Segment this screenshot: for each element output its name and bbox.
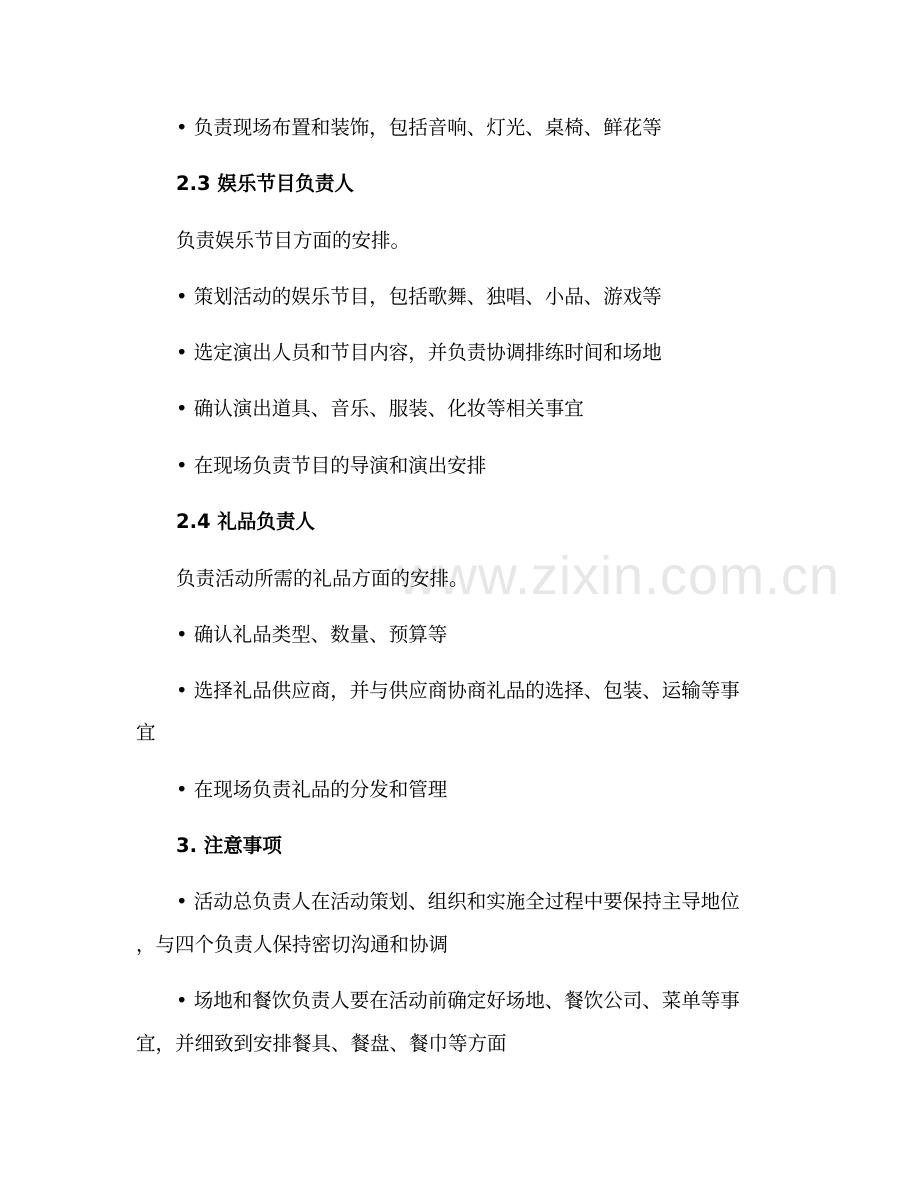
watermark: www.zixin.com.cn — [398, 546, 841, 606]
bullet-onsite-direction: • 在现场负责节目的导演和演出安排 — [176, 454, 487, 477]
section-intro-2-3: 负责娱乐节目方面的安排。 — [176, 229, 411, 252]
bullet-lead-role-continued: ，与四个负责人保持密切沟通和协调 — [136, 933, 449, 956]
bullet-gift-distribution: • 在现场负责礼品的分发和管理 — [176, 778, 448, 801]
bullet-select-performers: • 选定演出人员和节目内容，并负责协调排练时间和场地 — [176, 341, 662, 364]
bullet-venue-catering-continued: 宜，并细致到安排餐具、餐盘、餐巾等方面 — [136, 1032, 507, 1055]
bullet-lead-role: • 活动总负责人在活动策划、组织和实施全过程中要保持主导地位 — [176, 890, 740, 913]
bullet-venue-catering: • 场地和餐饮负责人要在活动前确定好场地、餐饮公司、菜单等事 — [176, 989, 740, 1012]
bullet-gift-supplier: • 选择礼品供应商，并与供应商协商礼品的选择、包装、运输等事 — [176, 679, 740, 702]
section-heading-2-3: 2.3 娱乐节目负责人 — [176, 172, 354, 195]
bullet-plan-program: • 策划活动的娱乐节目，包括歌舞、独唱、小品、游戏等 — [176, 285, 662, 308]
section-intro-2-4: 负责活动所需的礼品方面的安排。 — [176, 567, 469, 590]
bullet-gift-type: • 确认礼品类型、数量、预算等 — [176, 623, 448, 646]
section-heading-2-4: 2.4 礼品负责人 — [176, 510, 315, 533]
bullet-confirm-props: • 确认演出道具、音乐、服装、化妆等相关事宜 — [176, 397, 584, 420]
bullet-gift-supplier-continued: 宜 — [136, 721, 156, 744]
bullet-venue-decoration: • 负责现场布置和装饰，包括音响、灯光、桌椅、鲜花等 — [176, 116, 662, 139]
section-heading-3: 3. 注意事项 — [176, 834, 282, 857]
